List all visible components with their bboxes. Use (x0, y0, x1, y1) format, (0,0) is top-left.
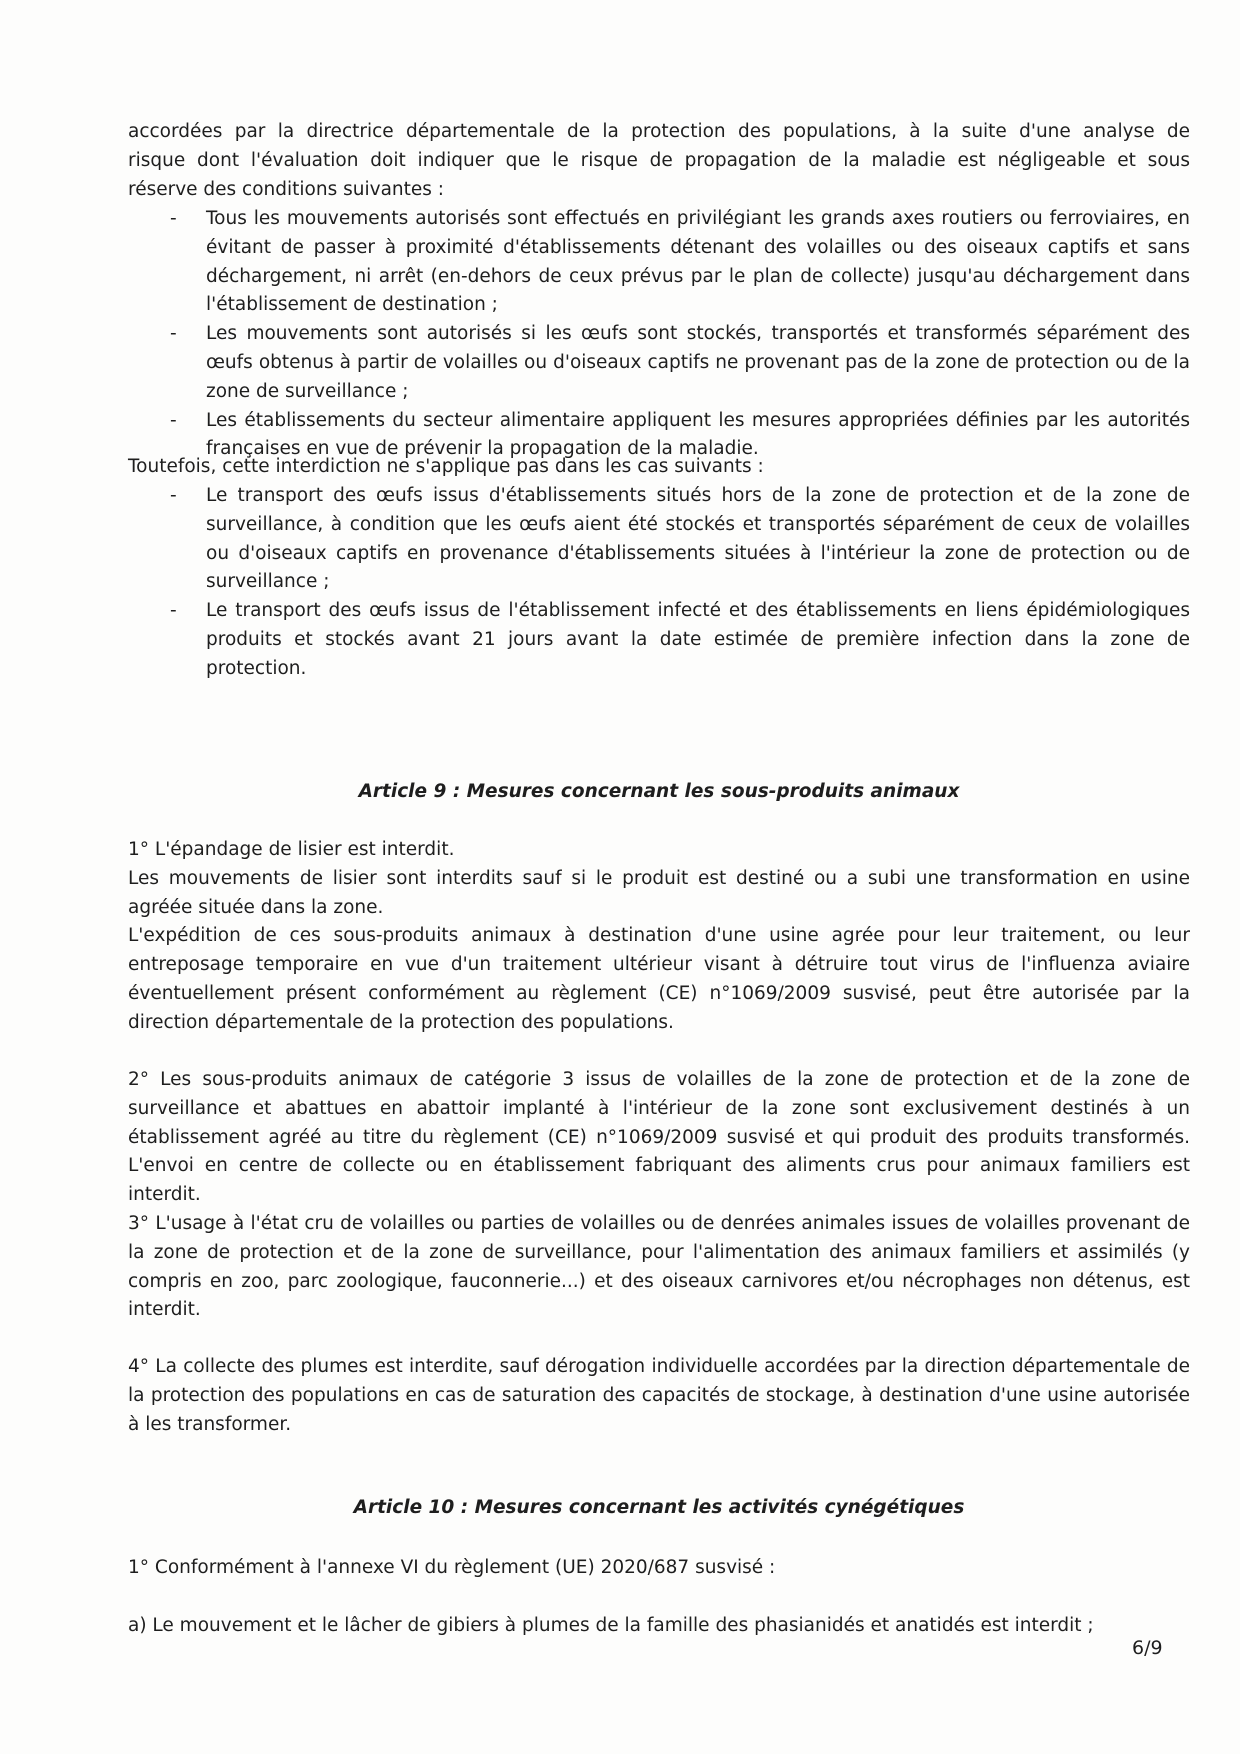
list-item: - Les mouvements sont autorisés si les œufs sont stockés, transportés et transformés séparément des œufs obtenus à partir de volailles ou d'oiseaux captifs ne provenant pas de la zone de protection ou de la zone de surveillance ; (128, 320, 1190, 406)
article-10-paragraph-1: 1° Conformément à l'annexe VI du règlement (UE) 2020/687 susvisé : (128, 1557, 776, 1578)
intro-line: accordées par la directrice départementale de la protection des populations, à la suite d'une analyse de (128, 121, 1190, 142)
dash-bullet: - (170, 409, 177, 431)
exceptions-list (128, 482, 1190, 684)
intro-line: réserve des conditions suivantes : (128, 178, 445, 200)
article-9-paragraph-4: 4° La collecte des plumes est interdite, sauf dérogation individuelle accordées par la direction départementale de la protection des populations en cas de saturation des capacités de stockage, à destination d'une usine autorisée à les transformer. (128, 1356, 1190, 1435)
conditions-list (128, 205, 1190, 464)
dash-bullet: - (170, 208, 177, 229)
article-9-paragraph-1: 1° L'épandage de lisier est interdit. Les mouvements de lisier sont interdits sauf si le produit est destiné ou a subi une transformation en usine agréée située dans la zone. L'expédition de ces sous-produits animaux à destination d'une usine agrée pour leur traitement, ou leur entreposage temporaire en vue d'un traitement ultérieur visant à détruire tout virus de l'influenza aviaire éventuellement présent conformément au règlement (CE) n°1069/2009 susvisé, peut être autorisée par la direction départementale de la protection des populations. (128, 839, 1190, 1033)
dash-bullet: - (170, 485, 177, 506)
article-9-paragraph-3: 3° L'usage à l'état cru de volailles ou parties de volailles ou de denrées animales issues de volailles provenant de la zone de protection et de la zone de surveillance, pour l'alimentation des animaux familiers et assimilés (y compris en zoo, parc zoologique, fauconnerie...) et des oiseaux carnivores et/ou nécrophages non détenus, est interdit. (128, 1213, 1190, 1321)
intro-line: risque dont l'évaluation doit indiquer que le risque de propagation de la maladie est négligeable et sous (128, 149, 1190, 171)
page-number: 6/9 (1132, 1637, 1163, 1659)
list-item: - Tous les mouvements autorisés sont effectués en privilégiant les grands axes routiers ou ferroviaires, en évitant de passer à proximité d'établissements détenant des volailles ou des oiseaux captifs et sans déchargement, ni arrêt (en-dehors de ceux prévus par le plan de collecte) jusqu'au déchargement dans l'établissement de destination ; (128, 205, 1190, 320)
article-9-paragraph-2: 2° Les sous-produits animaux de catégorie 3 issus de volailles de la zone de protection et de la zone de surveillance et abattues en abattoir implanté à l'intérieur de la zone sont exclusivement destinés à un établissement agréé au titre du règlement (CE) n°1069/2009 susvisé et qui produit des produits transformés. L'envoi en centre de collecte ou en établissement fabriquant des aliments crus pour animaux familiers est interdit. (128, 1069, 1190, 1206)
dash-bullet: - (170, 600, 177, 622)
list-item: - Le transport des œufs issus d'établissements situés hors de la zone de protection et de la zone de surveillance, à condition que les œufs aient été stockés et transportés séparément de ceux de volailles ou d'oiseaux captifs en provenance d'établissements situées à l'intérieur la zone de protection ou de surveillance ; (128, 482, 1190, 597)
article-9-title: Article 9 : Mesures concernant les sous-produits animaux (358, 781, 960, 802)
article-10-title: Article 10 : Mesures concernant les activités cynégétiques (353, 1497, 965, 1518)
list-item: - Les établissements du secteur alimentaire appliquent les mesures appropriées définies par les autorités françaises en vue de prévenir la propagation de la maladie. (128, 407, 1190, 465)
intro-paragraph (128, 118, 1190, 204)
article-10-paragraph-2: a) Le mouvement et le lâcher de gibiers à plumes de la famille des phasianidés et anatidés est interdit ; (128, 1615, 1094, 1636)
dash-bullet: - (170, 323, 177, 345)
exceptions-intro: Toutefois, cette interdiction ne s'applique pas dans les cas suivants : (128, 456, 764, 477)
list-item: - Le transport des œufs issus de l'établissement infecté et des établissements en liens épidémiologiques produits et stockés avant 21 jours avant la date estimée de première infection dans la zone de protection. (128, 597, 1190, 683)
